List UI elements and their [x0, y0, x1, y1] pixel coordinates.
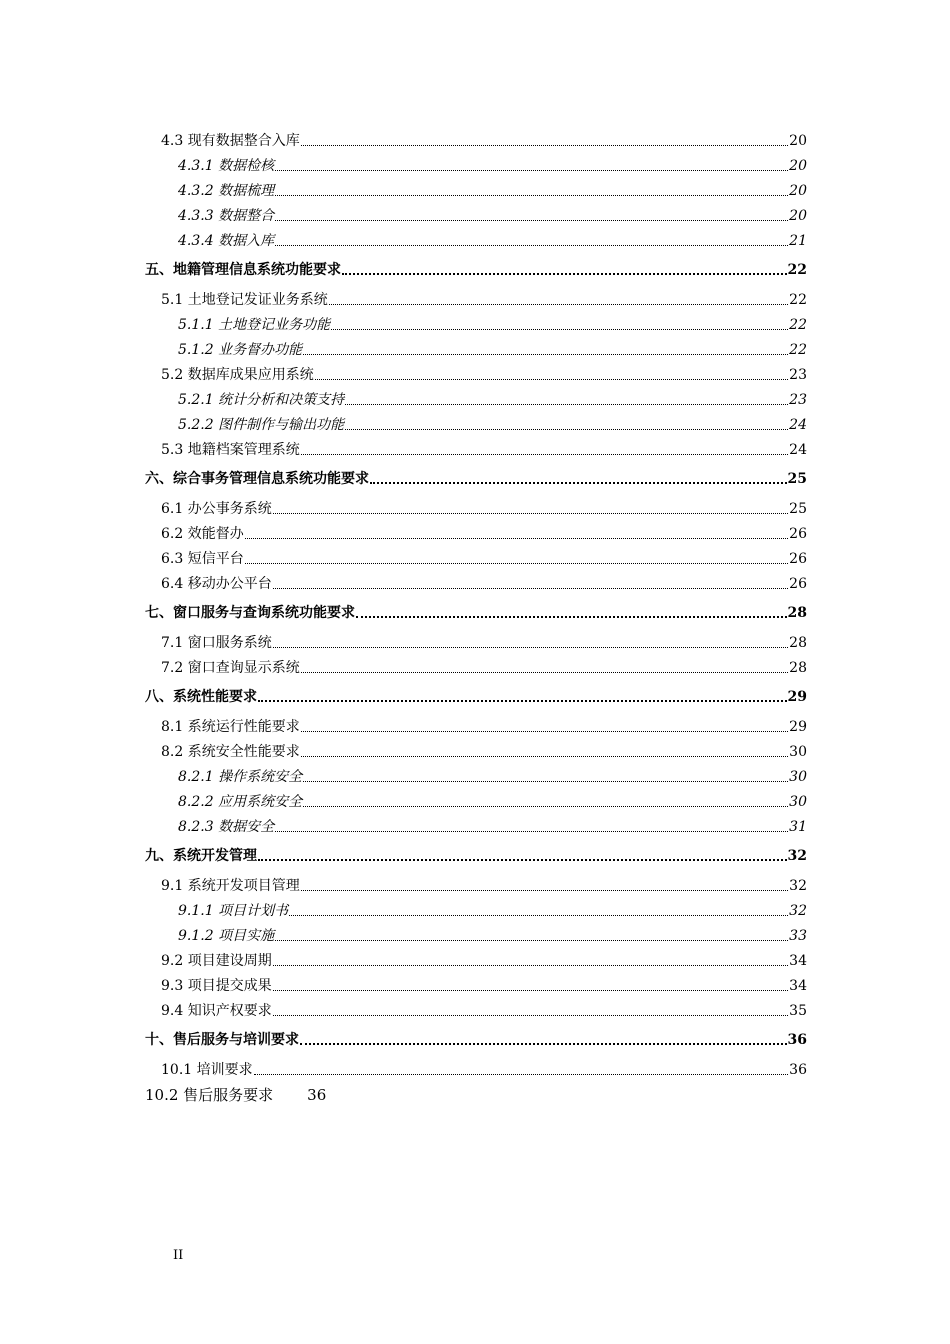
- dot-leader: [356, 616, 787, 618]
- toc-entry-title: 8.1 系统运行性能要求: [161, 719, 300, 735]
- toc-entry-title: 4.3.4 数据入库: [178, 233, 275, 249]
- dot-leader: [300, 1043, 787, 1045]
- dot-leader: [275, 220, 788, 221]
- page-number-footer: II: [173, 1248, 184, 1263]
- dot-leader: [345, 429, 788, 430]
- toc-entry[interactable]: [145, 519, 807, 544]
- toc-entry-title: 8.2.2 应用系统安全: [178, 794, 303, 810]
- toc-entry[interactable]: [145, 464, 807, 489]
- toc-entry-title: 6.4 移动办公平台: [161, 576, 272, 592]
- dot-leader: [275, 831, 788, 832]
- dot-leader: [289, 915, 788, 916]
- toc-entry-page: 32: [787, 848, 807, 864]
- toc-entry-page: 23: [789, 367, 807, 383]
- dot-leader: [258, 700, 787, 702]
- toc-entry[interactable]: [145, 682, 807, 707]
- toc-entry-page: 29: [789, 719, 807, 735]
- toc-entry[interactable]: [145, 494, 807, 519]
- toc-entry-title: 9.1 系统开发项目管理: [161, 878, 300, 894]
- dot-leader: [301, 454, 788, 455]
- toc-entry[interactable]: [145, 201, 807, 226]
- dot-leader: [301, 756, 788, 757]
- dot-leader: [273, 588, 788, 589]
- toc-entry-title: 6.2 效能督办: [161, 526, 244, 542]
- toc-entry-page: 35: [789, 1003, 807, 1019]
- toc-entry[interactable]: [145, 1080, 807, 1105]
- dot-leader: [303, 806, 788, 807]
- toc-entry-title: 4.3.1 数据检核: [178, 158, 275, 174]
- toc-entry[interactable]: [145, 946, 807, 971]
- toc-entry-page: 36: [789, 1062, 807, 1078]
- toc-entry[interactable]: [145, 841, 807, 866]
- toc-entry-page: 30: [789, 794, 807, 810]
- toc-entry[interactable]: [145, 310, 807, 335]
- toc-entry-title: 4.3 现有数据整合入库: [161, 133, 300, 149]
- toc-entry[interactable]: [145, 812, 807, 837]
- toc-entry-page: 25: [787, 471, 807, 487]
- toc-entry-title: 七、窗口服务与查询系统功能要求: [145, 605, 355, 621]
- toc-entry[interactable]: [145, 762, 807, 787]
- dot-leader: [331, 329, 788, 330]
- dot-leader: [370, 482, 787, 484]
- toc-entry-page: 24: [789, 417, 807, 433]
- toc-entry-page: 22: [789, 342, 807, 358]
- toc-entry-title: 7.2 窗口查询显示系统: [161, 660, 300, 676]
- toc-entry-page: 34: [789, 978, 807, 994]
- toc-entry-title: 9.3 项目提交成果: [161, 978, 272, 994]
- dot-leader: [315, 379, 788, 380]
- toc-entry-page: 26: [789, 526, 807, 542]
- dot-leader: [301, 731, 788, 732]
- toc-entry[interactable]: [145, 435, 807, 460]
- dot-leader: [273, 513, 788, 514]
- toc-entry-title: 5.2 数据库成果应用系统: [161, 367, 314, 383]
- toc-entry-title: 5.2.2 图件制作与输出功能: [178, 417, 345, 433]
- toc-entry-title: 5.1 土地登记发证业务系统: [161, 292, 328, 308]
- dot-leader: [329, 304, 788, 305]
- dot-leader: [258, 859, 787, 861]
- toc-entry-title: 10.2 售后服务要求: [145, 1086, 274, 1104]
- toc-entry-title: 五、地籍管理信息系统功能要求: [145, 262, 341, 278]
- toc-entry-title: 9.1.1 项目计划书: [178, 903, 289, 919]
- toc-entry-page: 28: [789, 635, 807, 651]
- toc-entry-page: 33: [789, 928, 807, 944]
- toc-entry-page: 31: [789, 819, 807, 835]
- dot-leader: [245, 563, 788, 564]
- toc-entry-title: 6.3 短信平台: [161, 551, 244, 567]
- dot-leader: [301, 890, 788, 891]
- toc-entry-page: 26: [789, 551, 807, 567]
- dot-leader: [345, 404, 788, 405]
- toc-entry-title: 5.3 地籍档案管理系统: [161, 442, 300, 458]
- dot-leader: [273, 647, 788, 648]
- toc-entry-page: 21: [789, 233, 807, 249]
- toc-entry-page: 34: [789, 953, 807, 969]
- dot-leader: [275, 940, 788, 941]
- toc-entry-page: 28: [789, 660, 807, 676]
- toc-entry[interactable]: [145, 285, 807, 310]
- toc-entry[interactable]: [145, 871, 807, 896]
- toc-entry-title: 六、综合事务管理信息系统功能要求: [145, 471, 369, 487]
- toc-entry-page: 20: [789, 208, 807, 224]
- toc-entry-page: 32: [789, 878, 807, 894]
- toc-entry-title: 9.2 项目建设周期: [161, 953, 272, 969]
- toc-entry[interactable]: [145, 151, 807, 176]
- toc-entry[interactable]: [145, 410, 807, 435]
- toc-entry-title: 5.1.1 土地登记业务功能: [178, 317, 331, 333]
- toc-entry-title: 十、售后服务与培训要求: [145, 1032, 299, 1048]
- toc-entry[interactable]: [145, 1055, 807, 1080]
- toc-entry-title: 4.3.3 数据整合: [178, 208, 275, 224]
- toc-entry-page: 24: [789, 442, 807, 458]
- dot-leader: [245, 538, 788, 539]
- toc-entry-page: 20: [789, 183, 807, 199]
- toc-entry[interactable]: [145, 255, 807, 280]
- toc-entry-title: 8.2.1 操作系统安全: [178, 769, 303, 785]
- toc-entry-page: 30: [789, 769, 807, 785]
- toc-entry-page: 22: [787, 262, 807, 278]
- toc-entry-title: 6.1 办公事务系统: [161, 501, 272, 517]
- toc-entry[interactable]: [145, 921, 807, 946]
- dot-leader: [275, 170, 788, 171]
- toc-entry[interactable]: [145, 971, 807, 996]
- toc-entry[interactable]: [145, 226, 807, 251]
- toc-entry[interactable]: [145, 335, 807, 360]
- dot-leader: [273, 1015, 788, 1016]
- toc-entry[interactable]: [145, 1025, 807, 1050]
- toc-entry-page: 32: [789, 903, 807, 919]
- toc-entry[interactable]: [145, 996, 807, 1021]
- toc-entry[interactable]: [145, 176, 807, 201]
- table-of-contents: [145, 126, 807, 1105]
- toc-entry-title: 8.2.3 数据安全: [178, 819, 275, 835]
- toc-entry[interactable]: [145, 360, 807, 385]
- toc-entry-page: 36: [787, 1032, 807, 1048]
- toc-entry[interactable]: [145, 385, 807, 410]
- toc-entry-page: 26: [789, 576, 807, 592]
- toc-entry-title: 9.1.2 项目实施: [178, 928, 275, 944]
- toc-entry[interactable]: [145, 787, 807, 812]
- toc-entry[interactable]: [145, 712, 807, 737]
- dot-leader: [275, 195, 788, 196]
- toc-entry-title: 8.2 系统安全性能要求: [161, 744, 300, 760]
- toc-entry[interactable]: [145, 126, 807, 151]
- toc-entry[interactable]: [145, 569, 807, 594]
- dot-leader: [342, 273, 787, 275]
- toc-entry[interactable]: [145, 544, 807, 569]
- dot-leader: [303, 781, 788, 782]
- toc-entry[interactable]: [145, 896, 807, 921]
- toc-entry-title: 八、系统性能要求: [145, 689, 257, 705]
- toc-entry[interactable]: [145, 653, 807, 678]
- toc-entry-page: 20: [789, 133, 807, 149]
- dot-leader: [273, 990, 788, 991]
- toc-entry-title: 5.1.2 业务督办功能: [178, 342, 303, 358]
- toc-entry-page: 29: [787, 689, 807, 705]
- toc-entry-page: 36: [307, 1086, 327, 1104]
- toc-entry-page: 23: [789, 392, 807, 408]
- toc-entry-title: 9.4 知识产权要求: [161, 1003, 272, 1019]
- toc-entry-title: 7.1 窗口服务系统: [161, 635, 272, 651]
- toc-entry-title: 九、系统开发管理: [145, 848, 257, 864]
- toc-entry-page: 25: [789, 501, 807, 517]
- toc-entry-page: 30: [789, 744, 807, 760]
- dot-leader: [275, 245, 788, 246]
- dot-leader: [301, 672, 788, 673]
- toc-entry[interactable]: [145, 737, 807, 762]
- dot-leader: [273, 965, 788, 966]
- toc-entry[interactable]: [145, 628, 807, 653]
- toc-entry[interactable]: [145, 598, 807, 623]
- toc-entry-page: 22: [789, 292, 807, 308]
- toc-entry-title: 5.2.1 统计分析和决策支持: [178, 392, 345, 408]
- dot-leader: [254, 1074, 789, 1075]
- toc-entry-page: 28: [787, 605, 807, 621]
- dot-leader: [301, 145, 788, 146]
- toc-entry-page: 22: [789, 317, 807, 333]
- toc-entry-title: 10.1 培训要求: [161, 1062, 253, 1078]
- dot-leader: [303, 354, 788, 355]
- toc-entry-page: 20: [789, 158, 807, 174]
- toc-entry-title: 4.3.2 数据梳理: [178, 183, 275, 199]
